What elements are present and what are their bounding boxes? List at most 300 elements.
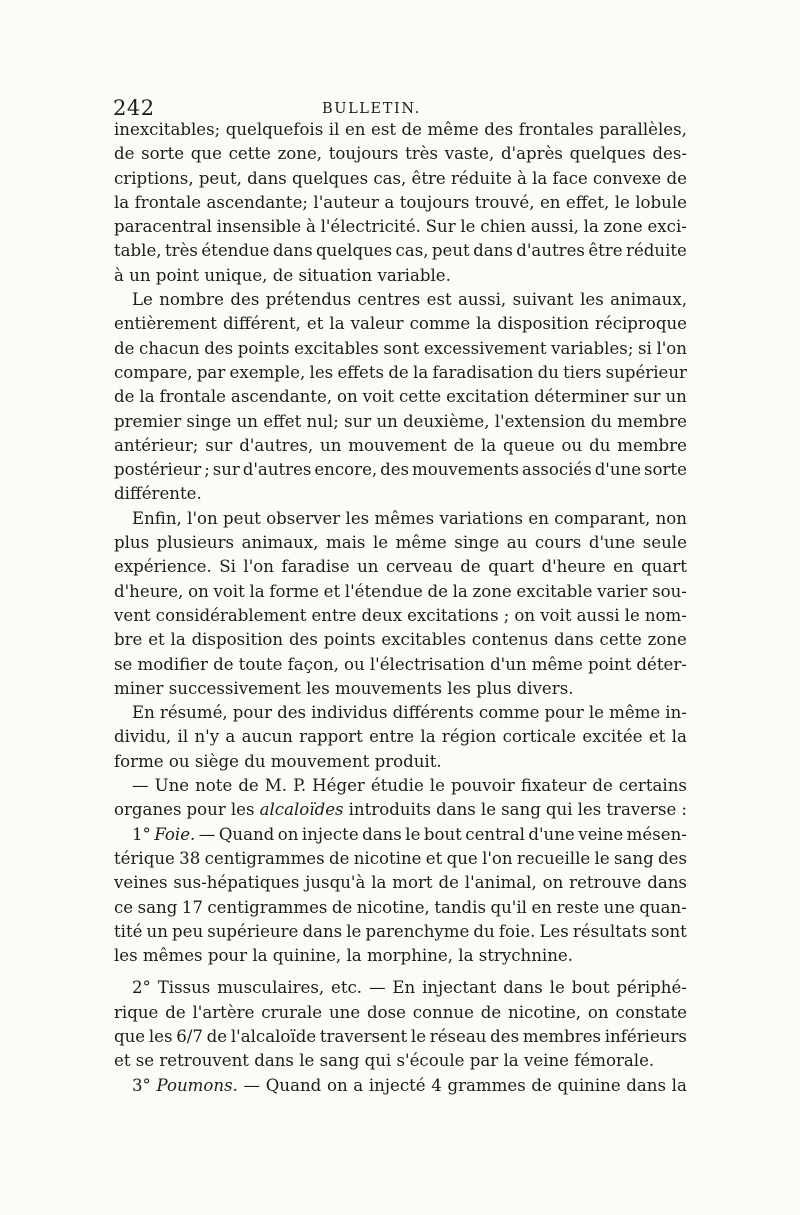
word: toujours bbox=[399, 192, 470, 212]
word: ce bbox=[114, 897, 134, 917]
word: sur bbox=[205, 435, 233, 455]
word: sur bbox=[212, 460, 240, 480]
word: variables; bbox=[551, 338, 634, 358]
word: les mêmes pour la quinine, la morphine, la strychnine. bbox=[114, 946, 573, 966]
word: l'on bbox=[187, 508, 218, 528]
word: dans bbox=[553, 630, 594, 650]
word: insensible bbox=[216, 217, 302, 237]
word: façon, bbox=[287, 654, 339, 674]
word: même bbox=[427, 120, 479, 139]
word: on bbox=[337, 387, 358, 407]
word: zone bbox=[603, 217, 643, 237]
word: dans bbox=[272, 241, 313, 261]
word: très bbox=[165, 241, 198, 261]
word: d'une bbox=[594, 460, 642, 480]
word: le bbox=[480, 800, 497, 820]
text-line bbox=[114, 580, 687, 604]
word: il bbox=[328, 120, 340, 139]
word: table, bbox=[114, 241, 162, 261]
word: un bbox=[357, 557, 379, 577]
word: introduits bbox=[348, 800, 432, 820]
word: veines bbox=[114, 873, 168, 893]
word: le bbox=[429, 776, 445, 796]
word: traverse bbox=[606, 800, 677, 820]
text-line bbox=[114, 1074, 687, 1098]
word: tandis bbox=[434, 897, 487, 917]
word: voit bbox=[362, 387, 395, 407]
text-line bbox=[114, 798, 687, 822]
word: ascendante, bbox=[230, 387, 333, 407]
word: veine bbox=[578, 824, 624, 844]
word: ou bbox=[561, 435, 583, 455]
word: forme ou siège du mouvement produit. bbox=[114, 751, 442, 771]
word: le bbox=[372, 533, 389, 553]
word: injecte bbox=[301, 824, 359, 844]
word: Le bbox=[132, 290, 153, 310]
word: voit bbox=[213, 581, 245, 601]
word: d'une bbox=[588, 533, 636, 553]
text-line bbox=[114, 944, 687, 968]
word: membre bbox=[617, 411, 687, 431]
word: organes bbox=[114, 800, 182, 820]
word: M. bbox=[264, 776, 288, 796]
word: 6/7 bbox=[176, 1026, 203, 1046]
word: parenchyme bbox=[365, 921, 470, 941]
word: en bbox=[539, 192, 561, 212]
word: grammes bbox=[447, 1075, 526, 1095]
word: rapport bbox=[299, 727, 363, 747]
word: du bbox=[590, 411, 613, 431]
word: et bbox=[306, 314, 324, 334]
word: effet bbox=[263, 411, 302, 431]
word: les bbox=[577, 800, 602, 820]
word: nicotine, bbox=[508, 1002, 582, 1022]
word: la bbox=[671, 727, 687, 747]
word: des bbox=[490, 1026, 520, 1046]
word: étendue bbox=[201, 241, 270, 261]
word: associés bbox=[521, 460, 592, 480]
word: même bbox=[609, 703, 661, 723]
text-line bbox=[114, 118, 687, 142]
word: excitables bbox=[381, 630, 466, 650]
word: de bbox=[666, 168, 687, 188]
word: varier bbox=[597, 581, 648, 601]
word: tité bbox=[114, 921, 143, 941]
word: que bbox=[446, 848, 478, 868]
word: seule bbox=[642, 533, 687, 553]
word: frontales bbox=[518, 120, 594, 139]
text-line bbox=[114, 774, 687, 798]
word: dans bbox=[247, 168, 287, 188]
word: exemple, bbox=[229, 362, 306, 382]
word: aussi bbox=[576, 605, 620, 625]
word: quelques bbox=[292, 168, 369, 188]
word: par bbox=[196, 362, 226, 382]
word: paracentral bbox=[114, 217, 212, 237]
word: in- bbox=[665, 703, 687, 723]
word: mouvements bbox=[411, 460, 520, 480]
word: 2° bbox=[132, 978, 151, 998]
word: aucun bbox=[241, 727, 293, 747]
word: P. bbox=[293, 776, 307, 796]
word: queue bbox=[503, 435, 555, 455]
text-line bbox=[114, 628, 687, 652]
word: voit bbox=[540, 605, 572, 625]
word: En bbox=[132, 703, 155, 723]
word: l'on bbox=[656, 338, 687, 358]
word: disposition bbox=[191, 630, 284, 650]
word: a bbox=[225, 727, 236, 747]
word: l'extension bbox=[494, 411, 586, 431]
word: le bbox=[460, 217, 476, 237]
word: d'autres bbox=[242, 460, 312, 480]
word: de bbox=[427, 581, 448, 601]
text-line bbox=[114, 1025, 687, 1049]
word: réduite bbox=[626, 241, 687, 261]
word: effets bbox=[337, 362, 385, 382]
word: zone bbox=[472, 581, 512, 601]
word: compare, bbox=[114, 362, 193, 382]
word: bre bbox=[114, 630, 143, 650]
word: les bbox=[580, 290, 604, 310]
word: excitation bbox=[446, 387, 530, 407]
word: des bbox=[658, 848, 687, 868]
text-line bbox=[114, 215, 687, 239]
word: même bbox=[395, 533, 447, 553]
word: points bbox=[323, 630, 376, 650]
word: de bbox=[331, 897, 353, 917]
word: on bbox=[542, 873, 564, 893]
word: animaux, bbox=[241, 533, 319, 553]
running-title: BULLETIN. bbox=[322, 101, 421, 117]
word: la bbox=[476, 314, 492, 334]
word: d'après bbox=[500, 144, 563, 164]
word: peut bbox=[223, 508, 261, 528]
word: d'autres bbox=[516, 241, 585, 261]
word: dose bbox=[366, 1002, 406, 1022]
word: individus bbox=[311, 703, 388, 723]
word: etc. bbox=[331, 978, 363, 998]
word: très bbox=[405, 144, 439, 164]
word: même bbox=[531, 654, 583, 674]
word: traversent bbox=[319, 1026, 408, 1046]
word: réseau bbox=[429, 1026, 487, 1046]
word: sus-hépatiques bbox=[173, 873, 300, 893]
text-line bbox=[114, 847, 687, 871]
word: trouvé, bbox=[474, 192, 535, 212]
word: membres bbox=[522, 1026, 602, 1046]
word: injecté bbox=[368, 1075, 426, 1095]
word: région bbox=[441, 727, 497, 747]
word: mort bbox=[392, 873, 433, 893]
word: de bbox=[480, 1002, 502, 1022]
word: dividu, bbox=[114, 727, 172, 747]
word: sang bbox=[501, 800, 541, 820]
word: de bbox=[238, 776, 259, 796]
word: la bbox=[249, 581, 265, 601]
text-line bbox=[114, 191, 687, 215]
word: exci- bbox=[647, 217, 687, 237]
word: en bbox=[531, 897, 552, 917]
word: qui bbox=[545, 800, 573, 820]
word: un bbox=[236, 411, 258, 431]
word: peut bbox=[431, 241, 470, 261]
text-line bbox=[114, 531, 687, 555]
word: quart bbox=[488, 557, 534, 577]
word: étudie bbox=[370, 776, 424, 796]
text-line bbox=[114, 167, 687, 191]
word: n'y bbox=[194, 727, 220, 747]
word: Quand bbox=[265, 1075, 322, 1095]
text-line bbox=[114, 482, 687, 506]
word: comparant, bbox=[554, 508, 651, 528]
word: et bbox=[648, 727, 666, 747]
word: Sur bbox=[425, 217, 456, 237]
word: sont bbox=[650, 921, 687, 941]
word: des bbox=[380, 460, 410, 480]
word: la bbox=[420, 727, 436, 747]
text-line bbox=[114, 653, 687, 677]
word: alcaloïdes bbox=[259, 800, 344, 820]
text-line bbox=[114, 361, 687, 385]
text-line bbox=[114, 701, 687, 725]
word: nom- bbox=[644, 605, 687, 625]
word: variations bbox=[439, 508, 524, 528]
word: Foie. bbox=[154, 824, 196, 844]
word: forme bbox=[269, 581, 319, 601]
word: frontale bbox=[159, 387, 226, 407]
word: Une bbox=[154, 776, 190, 796]
word: bout bbox=[571, 978, 610, 998]
word: pouvoir bbox=[450, 776, 515, 796]
word: la bbox=[532, 168, 548, 188]
word: est bbox=[426, 290, 452, 310]
word: tiers bbox=[563, 362, 602, 382]
word: cas, bbox=[373, 168, 407, 188]
word: observer bbox=[266, 508, 341, 528]
word: quelques bbox=[316, 241, 393, 261]
word: toute bbox=[238, 654, 283, 674]
word: à un point unique, de situation variable. bbox=[114, 265, 451, 285]
word: le bbox=[549, 978, 565, 998]
word: vent bbox=[114, 605, 151, 625]
word: bout bbox=[423, 824, 462, 844]
word: les bbox=[148, 1026, 173, 1046]
word: de bbox=[206, 1026, 228, 1046]
word: pour bbox=[186, 800, 226, 820]
word: ; bbox=[503, 605, 510, 625]
word: crurale bbox=[261, 1002, 323, 1022]
word: les bbox=[309, 362, 334, 382]
word: points bbox=[237, 338, 290, 358]
word: pour bbox=[544, 703, 584, 723]
word: on bbox=[514, 605, 536, 625]
word: animaux, bbox=[610, 290, 687, 310]
word: entre bbox=[311, 605, 357, 625]
word: si bbox=[638, 338, 652, 358]
word: mouvement bbox=[348, 435, 447, 455]
word: la bbox=[452, 581, 468, 601]
word: différent, bbox=[222, 314, 301, 334]
word: excitable bbox=[516, 581, 593, 601]
word: dans bbox=[362, 824, 402, 844]
word: déter- bbox=[636, 654, 687, 674]
word: mêmes bbox=[374, 508, 435, 528]
word: — bbox=[243, 1075, 261, 1095]
word: la bbox=[671, 1075, 687, 1095]
word: : bbox=[681, 800, 687, 820]
word: nul; bbox=[306, 411, 339, 431]
word: 17 bbox=[181, 897, 203, 917]
text-line bbox=[114, 823, 687, 847]
word: certains bbox=[618, 776, 687, 796]
word: est bbox=[371, 120, 397, 139]
word: En bbox=[392, 978, 416, 998]
word: de bbox=[453, 435, 475, 455]
word: criptions, bbox=[114, 168, 194, 188]
word: dans bbox=[503, 978, 543, 998]
word: retrouve bbox=[569, 873, 642, 893]
word: Les bbox=[539, 921, 569, 941]
word: un bbox=[665, 387, 687, 407]
word: nombre bbox=[159, 290, 225, 310]
word: quelques bbox=[569, 144, 646, 164]
word: 4 bbox=[431, 1075, 442, 1095]
word: toujours bbox=[328, 144, 399, 164]
word: le bbox=[614, 192, 630, 212]
word: comme bbox=[409, 314, 471, 334]
word: réduite bbox=[450, 168, 512, 188]
word: un bbox=[320, 435, 342, 455]
text-line bbox=[114, 337, 687, 361]
word: l'animal, bbox=[464, 873, 537, 893]
text-line bbox=[114, 312, 687, 336]
word: excitée bbox=[582, 727, 643, 747]
word: sont bbox=[383, 338, 420, 358]
word: inexcitables; bbox=[114, 120, 221, 139]
word: plusieurs bbox=[156, 533, 235, 553]
text-line bbox=[114, 507, 687, 531]
word: membre bbox=[617, 435, 687, 455]
word: la bbox=[413, 362, 429, 382]
word: Tissus bbox=[157, 978, 211, 998]
word: note bbox=[195, 776, 233, 796]
word: d'autres, bbox=[239, 435, 314, 455]
word: modifier bbox=[137, 654, 208, 674]
word: aussi, bbox=[530, 217, 579, 237]
word: chien bbox=[480, 217, 526, 237]
word: de bbox=[401, 120, 422, 139]
word: des- bbox=[652, 144, 687, 164]
word: la bbox=[139, 387, 155, 407]
word: disposition bbox=[497, 314, 589, 334]
word: des bbox=[288, 630, 318, 650]
word: — bbox=[368, 978, 386, 998]
word: que bbox=[114, 1026, 146, 1046]
word: d'heure bbox=[541, 557, 606, 577]
word: singe bbox=[186, 411, 232, 431]
word: des bbox=[277, 703, 307, 723]
word: excitables bbox=[294, 338, 379, 358]
word: de bbox=[592, 776, 613, 796]
word: excitations bbox=[407, 605, 499, 625]
word: corticale bbox=[502, 727, 577, 747]
word: plus bbox=[114, 533, 150, 553]
text-line bbox=[114, 976, 687, 1000]
word: être bbox=[411, 168, 446, 188]
word: être bbox=[588, 241, 623, 261]
text-line bbox=[114, 1049, 687, 1073]
word: centres bbox=[357, 290, 421, 310]
word: l'électrisation bbox=[369, 654, 485, 674]
word: cette bbox=[599, 630, 642, 650]
word: sur bbox=[633, 387, 661, 407]
word: la bbox=[329, 314, 345, 334]
word: a bbox=[384, 192, 395, 212]
word: cerveau bbox=[385, 557, 453, 577]
word: ; bbox=[204, 460, 210, 480]
word: nicotine bbox=[353, 848, 422, 868]
word: le bbox=[410, 1026, 427, 1046]
word: dans bbox=[302, 921, 343, 941]
word: les bbox=[230, 800, 255, 820]
word: la bbox=[583, 217, 599, 237]
word: quinine bbox=[557, 1075, 621, 1095]
word: dans bbox=[647, 873, 687, 893]
word: de bbox=[531, 1075, 552, 1095]
word: sorte bbox=[643, 460, 687, 480]
word: les bbox=[345, 508, 370, 528]
word: on bbox=[188, 581, 209, 601]
word: zone, bbox=[277, 144, 323, 164]
word: mésen- bbox=[626, 824, 687, 844]
text-line bbox=[114, 677, 687, 701]
word: l'alcaloïde bbox=[230, 1026, 317, 1046]
word: supérieure bbox=[207, 921, 299, 941]
body-text bbox=[114, 118, 687, 1098]
word: deux bbox=[361, 605, 403, 625]
word: expérience. bbox=[114, 557, 212, 577]
word: une bbox=[603, 897, 635, 917]
text-line bbox=[114, 385, 687, 409]
word: se bbox=[114, 654, 133, 674]
word: recueille bbox=[516, 848, 591, 868]
word: ou bbox=[344, 654, 365, 674]
word: mais bbox=[325, 533, 366, 553]
word: considérablement bbox=[155, 605, 307, 625]
word: prétendus bbox=[265, 290, 352, 310]
word: miner successivement les mouvements les plus divers. bbox=[114, 678, 574, 698]
word: ascendante; bbox=[206, 192, 308, 212]
word: sorte bbox=[141, 144, 185, 164]
word: aussi, bbox=[458, 290, 507, 310]
word: — bbox=[132, 776, 149, 796]
word: cette bbox=[228, 144, 271, 164]
word: le bbox=[624, 605, 640, 625]
word: que bbox=[190, 144, 222, 164]
word: singe bbox=[454, 533, 500, 553]
word: Héger bbox=[312, 776, 365, 796]
word: dans bbox=[626, 1075, 667, 1095]
word: peut, bbox=[198, 168, 242, 188]
text-line bbox=[114, 288, 687, 312]
word: un bbox=[146, 921, 168, 941]
text-line bbox=[114, 750, 687, 774]
word: de bbox=[388, 362, 409, 382]
word: injectant bbox=[422, 978, 497, 998]
word: fixateur bbox=[520, 776, 587, 796]
word: inférieurs bbox=[604, 1026, 687, 1046]
